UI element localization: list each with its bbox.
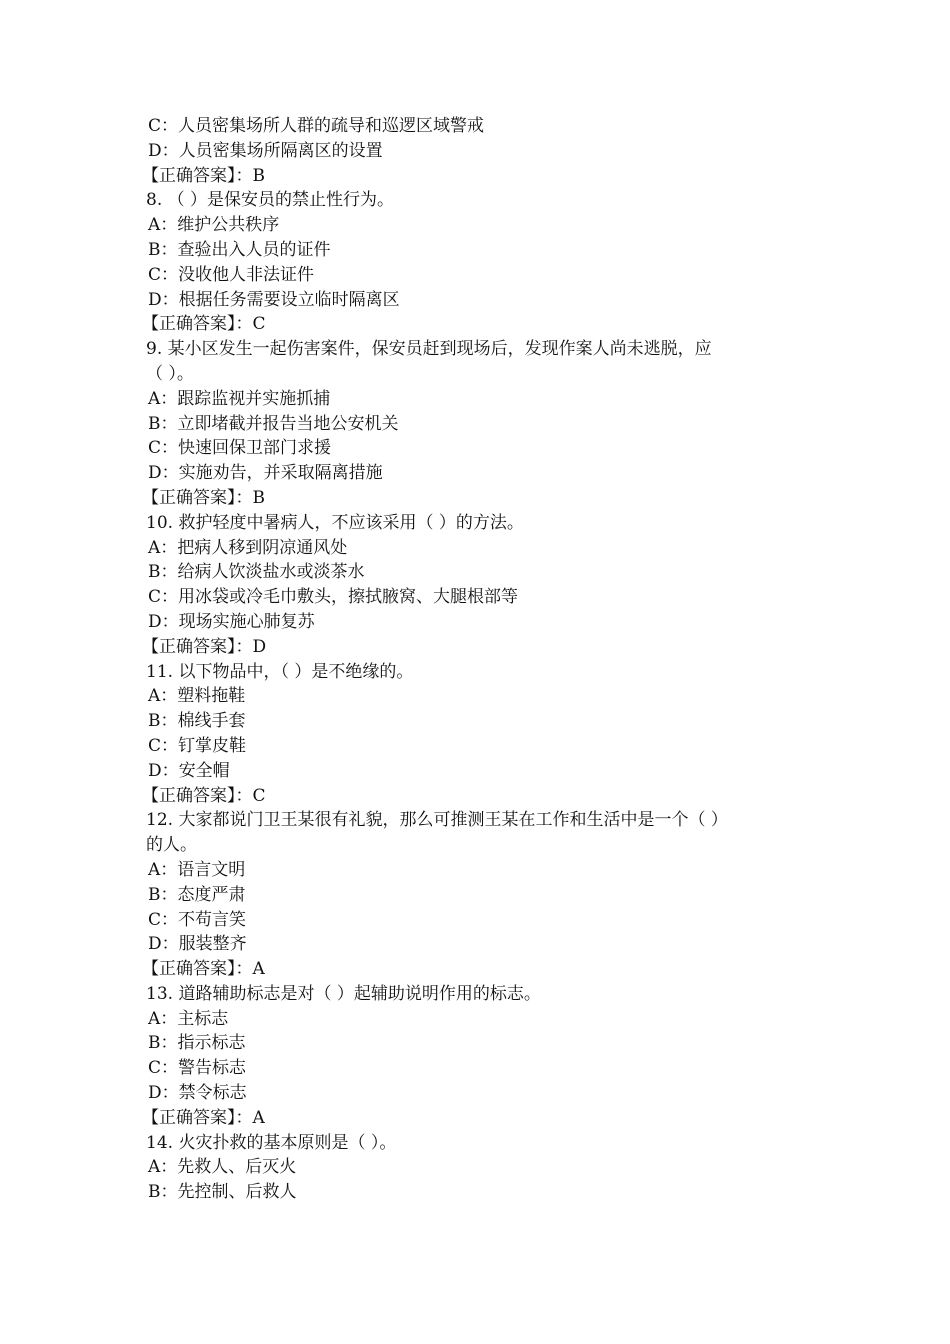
correct-answer: 【正确答案】：D <box>142 636 267 657</box>
answer-option: B：指示标志 <box>148 1033 246 1054</box>
answer-option: A：先救人、后灭火 <box>148 1157 297 1178</box>
question-text: 10. 救护轻度中暑病人，不应该采用（ ）的方法。 <box>146 512 524 533</box>
answer-option: C：警告标志 <box>148 1058 247 1079</box>
correct-answer: 【正确答案】：B <box>142 165 265 186</box>
question-text: 11. 以下物品中，（ ）是不绝缘的。 <box>146 661 414 682</box>
answer-option: C：钉掌皮鞋 <box>148 735 247 756</box>
answer-option: B：给病人饮淡盐水或淡茶水 <box>148 562 365 583</box>
question-text: 9. 某小区发生一起伤害案件，保安员赶到现场后，发现作案人尚未逃脱，应 <box>146 339 712 360</box>
answer-option: D：现场实施心肺复苏 <box>148 611 315 632</box>
answer-option: D：根据任务需要设立临时隔离区 <box>148 289 400 310</box>
question-text: 13. 道路辅助标志是对（ ）起辅助说明作用的标志。 <box>146 983 541 1004</box>
correct-answer: 【正确答案】：A <box>142 1107 265 1128</box>
answer-option: C：快速回保卫部门求援 <box>148 438 332 459</box>
answer-option: B：态度严肃 <box>148 884 246 905</box>
answer-option: A：主标志 <box>148 1008 229 1029</box>
correct-answer: 【正确答案】：B <box>142 487 265 508</box>
answer-option: A：维护公共秩序 <box>148 215 280 236</box>
answer-option: A：塑料拖鞋 <box>148 686 246 707</box>
answer-option: C：没收他人非法证件 <box>148 264 315 285</box>
question-text: 14. 火灾扑救的基本原则是（ ）。 <box>146 1132 397 1153</box>
answer-option: C：用冰袋或冷毛巾敷头，擦拭腋窝、大腿根部等 <box>148 587 519 608</box>
answer-option: D：服装整齐 <box>148 934 247 955</box>
answer-option: D：安全帽 <box>148 760 230 781</box>
answer-option: C：不苟言笑 <box>148 909 247 930</box>
question-text: 的人。 <box>146 835 197 856</box>
answer-option: D：实施劝告，并采取隔离措施 <box>148 463 383 484</box>
answer-option: D：禁令标志 <box>148 1083 247 1104</box>
document-page <box>142 114 826 1205</box>
answer-option: B：查验出入人员的证件 <box>148 239 331 260</box>
answer-option: B：棉线手套 <box>148 711 246 732</box>
correct-answer: 【正确答案】：A <box>142 959 265 980</box>
correct-answer: 【正确答案】：C <box>142 314 266 335</box>
answer-option: C：人员密集场所人群的疏导和巡逻区域警戒 <box>148 116 485 136</box>
question-text: （ ）。 <box>146 363 194 384</box>
question-text: 8. （ ）是保安员的禁止性行为。 <box>146 190 395 211</box>
answer-option: A：把病人移到阴凉通风处 <box>148 537 348 558</box>
answer-option: D：人员密集场所隔离区的设置 <box>148 140 383 161</box>
answer-option: A：跟踪监视并实施抓捕 <box>148 388 331 409</box>
answer-option: A：语言文明 <box>148 859 246 880</box>
answer-option: B：先控制、后救人 <box>148 1182 297 1203</box>
answer-option: B：立即堵截并报告当地公安机关 <box>148 413 399 434</box>
question-text: 12. 大家都说门卫王某很有礼貌，那么可推测王某在工作和生活中是一个（ ） <box>146 810 728 831</box>
correct-answer: 【正确答案】：C <box>142 785 266 806</box>
